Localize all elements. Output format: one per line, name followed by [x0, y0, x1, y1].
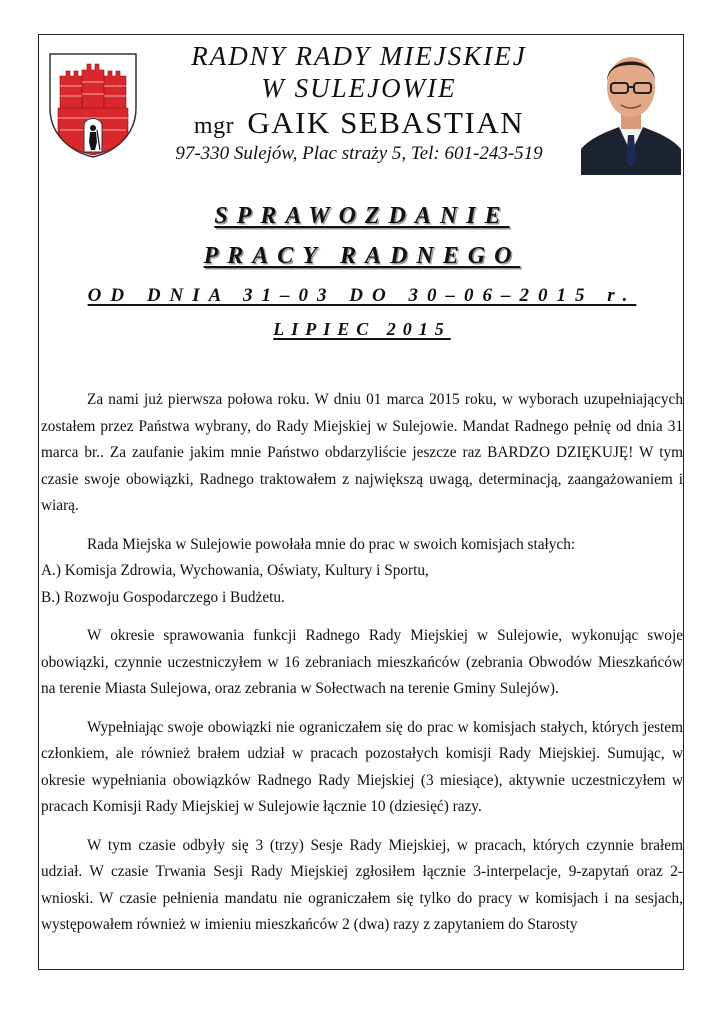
coat-of-arms-icon — [48, 52, 138, 158]
councillor-name: GAIK SEBASTIAN — [247, 105, 525, 140]
body-paragraph: W okresie sprawowania funkcji Radnego Rady Miejskiej w Sulejowie, wykonując swoje obowiązki, czynnie uczestniczyłem w 16 zebraniach mieszkańców (zebrania Obwodów Mieszkańców na terenie Miasta Sulejowa, oraz zebrania w Sołectwach na terenie Gminy Sulejów). — [41, 627, 683, 697]
report-subheading: PRACY RADNEGO — [203, 243, 521, 269]
councillor-title: RADNY RADY MIEJSKIEJ — [191, 41, 527, 71]
councillor-photo — [581, 41, 681, 175]
body-paragraph: Wypełniając swoje obowiązki nie ograniczałem się do prac w komisjach stałych, których jestem członkiem, ale również brałem udział w pracach pozostałych komisji Rady Miejskiej. Sumując, w okresie wypełniania obowiązków Radnego Rady Miejskiej (3 miesiące), aktywnie uczestniczyłem w pracach Komisji Rady Miejskiej w Sulejowie łącznie 10 (dziesięć) razy. — [41, 718, 683, 815]
contact-address: 97-330 Sulejów, Plac straży 5, Tel: 601-243-519 — [175, 143, 543, 164]
report-body — [41, 387, 683, 951]
body-paragraph: W tym czasie odbyły się 3 (trzy) Sesje Rady Miejskiej, w pracach, których czynnie brałem udział. W czasie Trwania Sesji Rady Miejskiej zgłosiłem łącznie 3-interpelacje, 9-zapytań oraz 2-wnioski. W czasie pełnienia mandatu nie ograniczałem się tylko do pracy w komisjach i na sesjach, występowałem również w imieniu mieszkańców 2 (dwa) razy z zapytaniem do Starosty — [41, 836, 683, 933]
body-paragraph: Za nami już pierwsza połowa roku. W dniu 01 marca 2015 roku, w wyborach uzupełniających zostałem przez Państwa wybrany, do Rady Miejskiej w Sulejowie. Mandat Radnego pełnię od dnia 31 marca br.. Za zaufanie jakim mnie Państwo obdarzyliście jeszcze raz BARDZO DZIĘKUJĘ! W tym czasie swoje obowiązki, Radnego traktowałem z największą uwagą, determinacją, zaangażowaniem i wiarą. — [41, 391, 683, 514]
councillor-name-line — [139, 105, 579, 141]
report-heading: SPRAWOZDANIE — [214, 203, 510, 229]
committee-item: A.) Komisja Zdrowia, Wychowania, Oświaty, Kultury i Sportu, — [41, 562, 429, 579]
body-paragraph: Rada Miejska w Sulejowie powołała mnie do prac w swoich komisjach stałych: — [87, 535, 576, 553]
document-frame — [38, 34, 684, 970]
committee-item: B.) Rozwoju Gospodarczego i Budżetu. — [41, 588, 285, 606]
council-location: W SULEJOWIE — [261, 73, 457, 103]
name-prefix: mgr — [193, 113, 235, 139]
report-period: OD DNIA 31–03 DO 30–06–2015 r. — [87, 285, 637, 306]
report-date: LIPIEC 2015 — [273, 319, 451, 339]
